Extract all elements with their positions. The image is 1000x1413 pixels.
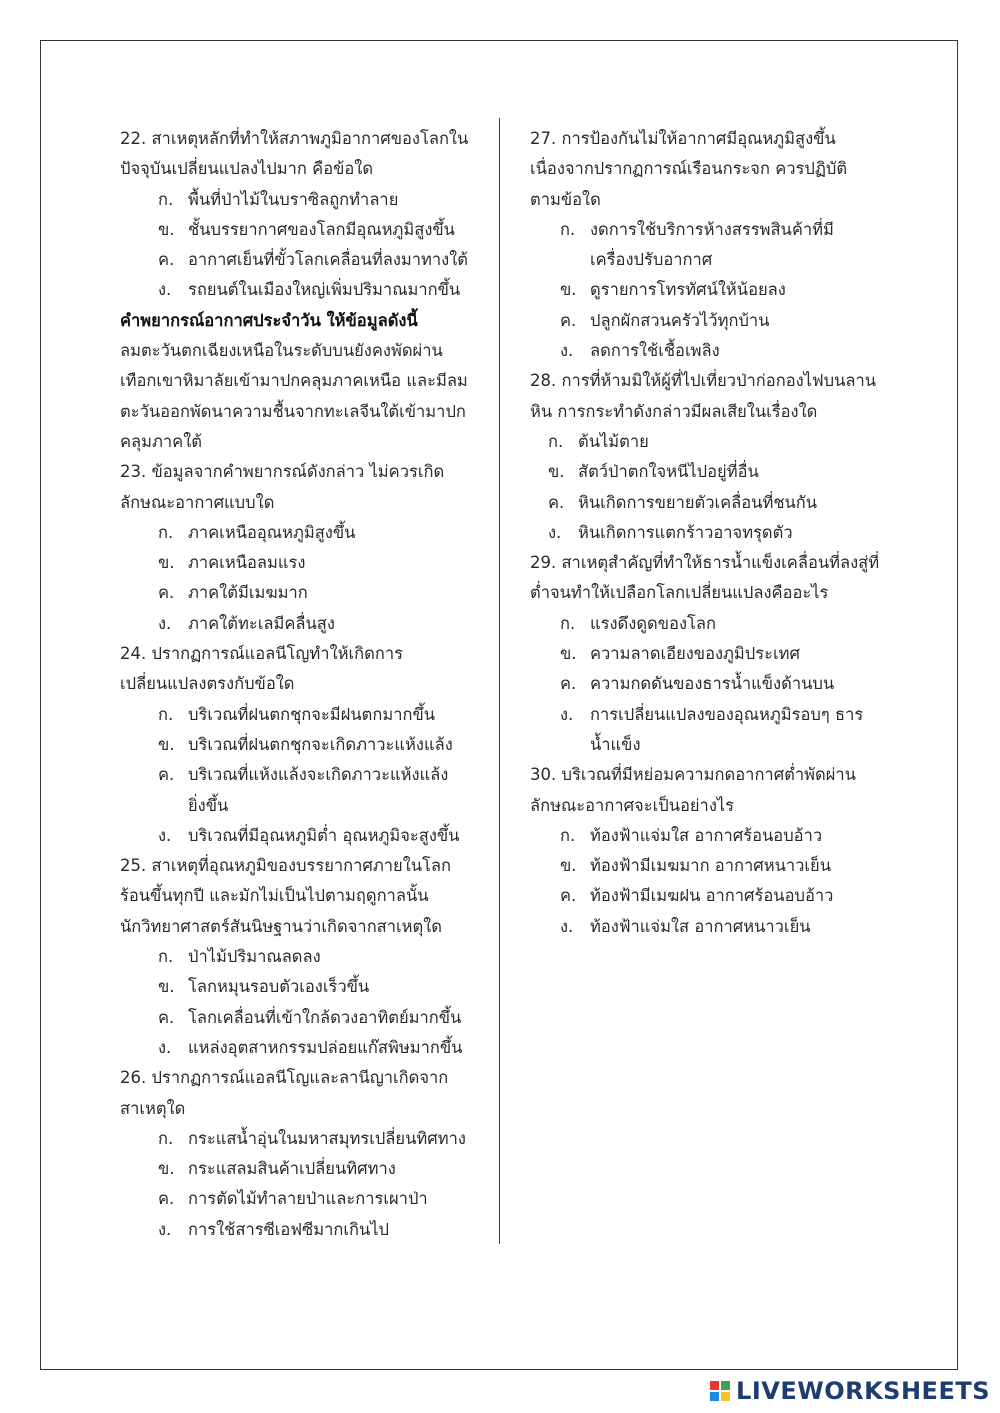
option-text: ภาคใต้ทะเลมีคลื่นสูง: [188, 613, 335, 633]
option-label: ค.: [560, 310, 577, 330]
option-text: ท้องฟ้าแจ่มใส อากาศหนาวเย็น: [590, 916, 811, 936]
option-text: โลกเคลื่อนที่เข้าใกล้ดวงอาทิตย์มากขึ้น: [188, 1007, 462, 1027]
option-text: ภาคเหนืออุณหภูมิสูงขึ้น: [188, 522, 356, 542]
right-column: [530, 124, 880, 942]
option-a[interactable]: [120, 185, 490, 215]
question-24: [120, 639, 490, 851]
option-b[interactable]: [530, 851, 880, 881]
option-c[interactable]: [530, 881, 880, 911]
option-text-continued: เครื่องปรับอากาศ: [590, 250, 713, 270]
forecast-heading: คำพยากรณ์อากาศประจำวัน ให้ข้อมูลดังนี้: [120, 310, 418, 330]
question-stem: 23. ข้อมูลจากคำพยากรณ์ดังกล่าว ไม่ควรเกิด: [120, 462, 445, 482]
option-text: รถยนต์ในเมืองใหญ่เพิ่มปริมาณมากขึ้น: [188, 280, 461, 300]
left-column: [120, 124, 490, 1245]
option-label: ก.: [158, 947, 174, 967]
option-label: ง.: [158, 1037, 172, 1057]
option-d[interactable]: [530, 336, 880, 366]
option-b[interactable]: [120, 215, 490, 245]
option-text-continued: ยิ่งขึ้น: [188, 795, 229, 815]
question-stem: 24. ปรากฏการณ์แอลนีโญทำให้เกิดการ: [120, 644, 403, 664]
option-text: ความลาดเอียงของภูมิประเทศ: [590, 644, 800, 664]
option-text: อากาศเย็นที่ขั้วโลกเคลื่อนที่ลงมาทางใต้: [188, 250, 469, 270]
option-text: หินเกิดการแตกร้าวอาจทรุดตัว: [578, 522, 793, 542]
option-text: การเปลี่ยนแปลงของอุณหภูมิรอบๆ ธาร: [590, 704, 864, 724]
option-d[interactable]: [120, 821, 490, 851]
option-text: ลดการใช้เชื้อเพลิง: [590, 341, 720, 361]
option-label: ค.: [158, 1189, 175, 1209]
option-label: ข.: [158, 219, 175, 239]
option-text: ต้นไม้ตาย: [578, 431, 649, 451]
option-label: ค.: [548, 492, 565, 512]
question-stem: เนื่องจากปรากฏการณ์เรือนกระจก ควรปฏิบัติ: [530, 159, 848, 179]
option-label: ข.: [158, 977, 175, 997]
question-stem: 26. ปรากฏการณ์แอลนีโญและลานีญาเกิดจาก: [120, 1068, 449, 1088]
option-text: บริเวณที่มีอุณหภูมิต่ำ อุณหภูมิจะสูงขึ้น: [188, 825, 460, 845]
option-c[interactable]: [120, 245, 490, 275]
option-text: ท้องฟ้าแจ่มใส อากาศร้อนอบอ้าว: [590, 825, 823, 845]
option-c[interactable]: [120, 578, 490, 608]
option-a[interactable]: [530, 609, 880, 639]
column-divider: [499, 118, 500, 1244]
logo-square: [710, 1392, 719, 1401]
option-label: ก.: [560, 825, 576, 845]
option-c[interactable]: [530, 669, 880, 699]
question-30: [530, 760, 880, 942]
option-label: ง.: [560, 341, 574, 361]
option-label: ค.: [560, 674, 577, 694]
option-label: ก.: [548, 431, 564, 451]
question-25: [120, 851, 490, 1063]
option-text: การตัดไม้ทำลายป่าและการเผาป่า: [188, 1189, 428, 1209]
option-text: บริเวณที่ฝนตกชุกจะเกิดภาวะแห้งแล้ง: [188, 734, 453, 754]
option-d[interactable]: [530, 518, 880, 548]
option-label: ง.: [560, 704, 574, 724]
option-a[interactable]: [530, 821, 880, 851]
option-b[interactable]: [530, 639, 880, 669]
option-label: ข.: [560, 856, 577, 876]
option-label: ก.: [560, 219, 576, 239]
question-stem: ร้อนขึ้นทุกปี และมักไม่เป็นไปตามฤดูกาลนั้น: [120, 886, 429, 906]
option-c[interactable]: [530, 488, 880, 518]
option-text: ภาคใต้มีเมฆมาก: [188, 583, 308, 603]
question-stem: 29. สาเหตุสำคัญที่ทำให้ธารน้ำแข็งเคลื่อนที่ลงสู่ที่: [530, 553, 880, 573]
option-text: ดูรายการโทรทัศน์ให้น้อยลง: [590, 280, 786, 300]
option-b[interactable]: [120, 730, 490, 760]
option-label: ข.: [560, 280, 577, 300]
option-label: ก.: [560, 613, 576, 633]
option-a[interactable]: [530, 427, 880, 457]
option-label: ค.: [158, 583, 175, 603]
question-26: [120, 1063, 490, 1245]
option-d[interactable]: [530, 700, 880, 730]
liveworksheets-logo: [710, 1377, 990, 1405]
option-label: ค.: [158, 1007, 175, 1027]
option-d[interactable]: [120, 609, 490, 639]
option-text: ความกดดันของธารน้ำแข็งด้านบน: [590, 674, 835, 694]
option-b[interactable]: [120, 1154, 490, 1184]
option-text: ท้องฟ้ามีเมฆฝน อากาศร้อนอบอ้าว: [590, 886, 834, 906]
question-22: [120, 124, 490, 306]
option-text: บริเวณที่แห้งแล้งจะเกิดภาวะแห้งแล้ง: [188, 765, 449, 785]
question-28: [530, 366, 880, 548]
option-text: ชั้นบรรยากาศของโลกมีอุณหภูมิสูงขึ้น: [188, 219, 455, 239]
option-c[interactable]: [120, 1003, 490, 1033]
question-27: [530, 124, 880, 366]
option-a[interactable]: [120, 1124, 490, 1154]
forecast-line: ตะวันออกพัดนาความชื้นจากทะเลจีนใต้เข้ามาปก: [120, 401, 466, 421]
option-text: ปลูกผักสวนครัวไว้ทุกบ้าน: [590, 310, 770, 330]
option-text: หินเกิดการขยายตัวเคลื่อนที่ชนกัน: [578, 492, 818, 512]
forecast-passage: [120, 306, 490, 457]
option-a[interactable]: [120, 518, 490, 548]
option-label: ข.: [158, 553, 175, 573]
option-label: ง.: [560, 916, 574, 936]
option-c[interactable]: [530, 306, 880, 336]
option-text: งดการใช้บริการห้างสรรพสินค้าที่มี: [590, 219, 834, 239]
option-text: พื้นที่ป่าไม้ในบราซิลถูกทำลาย: [188, 189, 399, 209]
logo-square: [710, 1381, 719, 1390]
logo-text: LIVEWORKSHEETS: [736, 1377, 990, 1405]
option-label: ง.: [158, 825, 172, 845]
option-label: ค.: [158, 250, 175, 270]
option-b[interactable]: [120, 972, 490, 1002]
option-text: บริเวณที่ฝนตกชุกจะมีฝนตกมากขึ้น: [188, 704, 436, 724]
option-text: ท้องฟ้ามีเมฆมาก อากาศหนาวเย็น: [590, 856, 831, 876]
forecast-line: คลุมภาคใต้: [120, 431, 202, 451]
option-label: ง.: [548, 522, 562, 542]
option-text-continued: น้ำแข็ง: [590, 734, 641, 754]
option-text: กระแสลมสินค้าเปลี่ยนทิศทาง: [188, 1159, 396, 1179]
logo-square: [721, 1381, 730, 1390]
forecast-line: เทือกเขาหิมาลัยเข้ามาปกคลุมภาคเหนือ และมีลม: [120, 371, 468, 391]
option-text: การใช้สารซีเอฟซีมากเกินไป: [188, 1219, 390, 1239]
question-stem: 30. บริเวณที่มีหย่อมความกดอากาศต่ำพัดผ่าน: [530, 765, 856, 785]
question-stem: ตามข้อใด: [530, 189, 601, 209]
option-text: แรงดึงดูดของโลก: [590, 613, 716, 633]
option-b[interactable]: [120, 548, 490, 578]
question-stem: เปลี่ยนแปลงตรงกับข้อใด: [120, 674, 295, 694]
logo-grid-icon: [710, 1381, 730, 1401]
question-stem: สาเหตุใด: [120, 1098, 186, 1118]
question-stem: 27. การป้องกันไม่ให้อากาศมีอุณหภูมิสูงขึ้น: [530, 129, 836, 148]
option-d[interactable]: [530, 912, 880, 942]
option-text: โลกหมุนรอบตัวเองเร็วขึ้น: [188, 977, 370, 997]
option-text: ป่าไม้ปริมาณลดลง: [188, 947, 321, 967]
option-label: ก.: [158, 704, 174, 724]
option-d[interactable]: [120, 1215, 490, 1245]
option-d[interactable]: [120, 275, 490, 305]
option-label: ก.: [158, 522, 174, 542]
option-label: ง.: [158, 613, 172, 633]
question-stem: 25. สาเหตุที่อุณหภูมิของบรรยากาศภายในโลก: [120, 856, 451, 876]
option-label: ก.: [158, 189, 174, 209]
option-a[interactable]: [120, 700, 490, 730]
question-29: [530, 548, 880, 760]
question-stem: 28. การที่ห้ามมิให้ผู้ที่ไปเที่ยวป่าก่อกองไฟบนลาน: [530, 371, 877, 391]
question-stem: ลักษณะอากาศแบบใด: [120, 492, 275, 512]
option-label: ง.: [158, 280, 172, 300]
question-stem: ปัจจุบันเปลี่ยนแปลงไปมาก คือข้อใด: [120, 159, 374, 179]
question-stem: หิน การกระทำดังกล่าวมีผลเสียในเรื่องใด: [530, 401, 818, 421]
option-text: ภาคเหนือลมแรง: [188, 553, 306, 573]
question-stem: นักวิทยาศาสตร์สันนิษฐานว่าเกิดจากสาเหตุใด: [120, 916, 443, 936]
option-label: ข.: [548, 462, 565, 482]
option-text: สัตว์ป่าตกใจหนีไปอยู่ที่อื่น: [578, 462, 759, 482]
option-text: แหล่งอุตสาหกรรมปล่อยแก๊สพิษมากขึ้น: [188, 1037, 463, 1057]
option-a[interactable]: [530, 215, 880, 245]
option-c[interactable]: [120, 760, 490, 790]
question-stem: ลักษณะอากาศจะเป็นอย่างไร: [530, 795, 735, 815]
question-stem: ต่ำจนทำให้เปลือกโลกเปลี่ยนแปลงคืออะไร: [530, 583, 829, 603]
question-stem: 22. สาเหตุหลักที่ทำให้สภาพภูมิอากาศของโลกใน: [120, 129, 469, 148]
option-b[interactable]: [530, 457, 880, 487]
option-d[interactable]: [120, 1033, 490, 1063]
option-label: ก.: [158, 1128, 174, 1148]
question-23: [120, 457, 490, 639]
option-label: ค.: [158, 765, 175, 785]
option-b[interactable]: [530, 275, 880, 305]
option-a[interactable]: [120, 942, 490, 972]
option-label: ค.: [560, 886, 577, 906]
forecast-line: ลมตะวันตกเฉียงเหนือในระดับบนยังคงพัดผ่าน: [120, 341, 443, 361]
option-label: ข.: [158, 734, 175, 754]
option-label: ข.: [560, 644, 577, 664]
logo-square: [721, 1392, 730, 1401]
option-text: กระแสน้ำอุ่นในมหาสมุทรเปลี่ยนทิศทาง: [188, 1128, 466, 1148]
option-label: ง.: [158, 1219, 172, 1239]
option-label: ข.: [158, 1159, 175, 1179]
option-c[interactable]: [120, 1184, 490, 1214]
